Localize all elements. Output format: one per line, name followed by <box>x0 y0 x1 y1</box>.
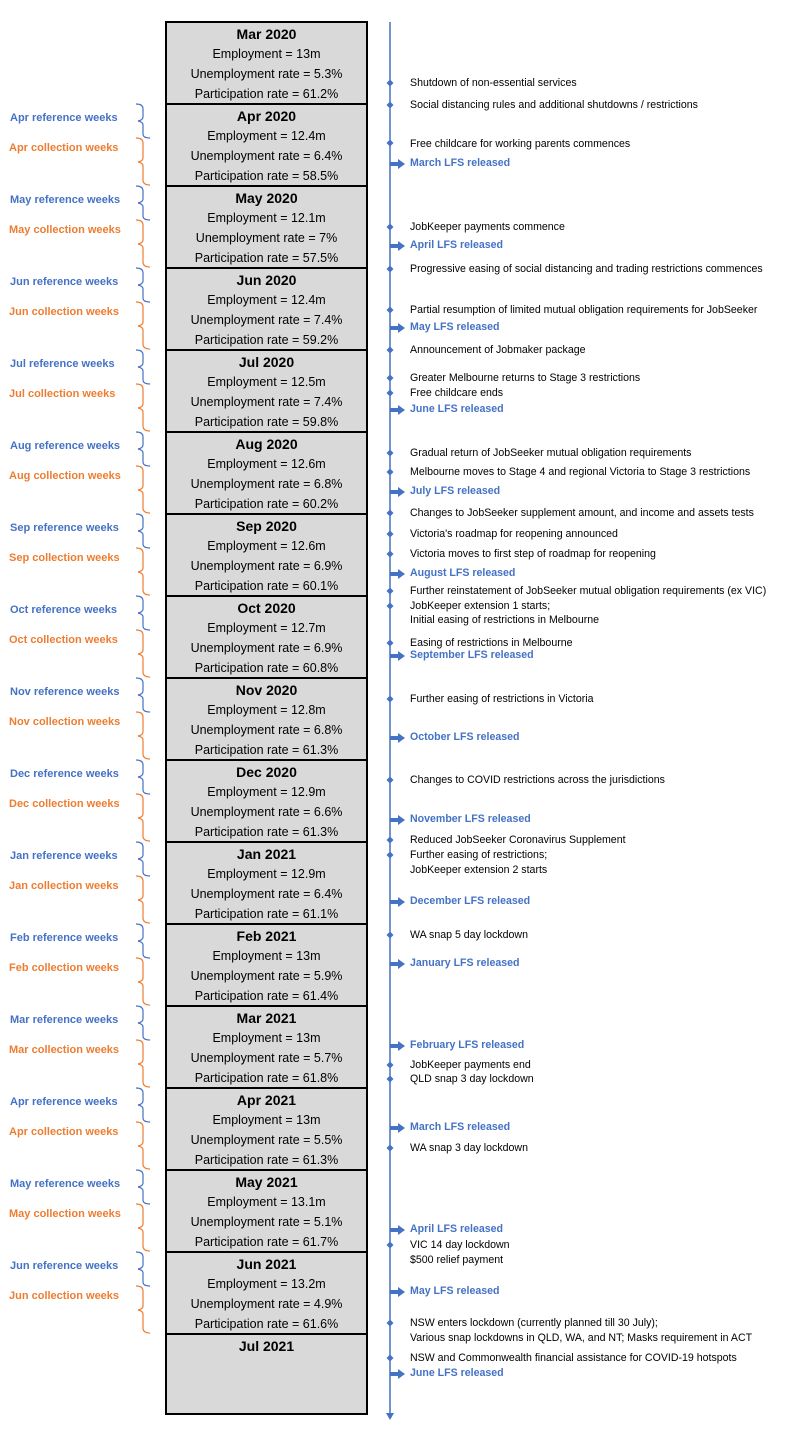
reference-weeks-label: Jun reference weeks <box>10 276 119 288</box>
event-marker <box>387 852 394 859</box>
event-label: JobKeeper extension 2 starts <box>410 864 548 876</box>
lfs-release-arrowhead <box>398 959 405 969</box>
month-box <box>165 349 368 431</box>
event-marker <box>387 588 394 595</box>
event-marker <box>387 80 394 87</box>
lfs-release-arrow <box>390 1290 399 1294</box>
participation-rate-value: Participation rate = 58.5% <box>194 169 339 183</box>
collection-weeks-label: Apr collection weeks <box>9 1126 119 1138</box>
event-label: Further easing of restrictions; <box>410 849 548 861</box>
reference-weeks-label: Apr reference weeks <box>10 1096 118 1108</box>
month-box <box>165 759 368 841</box>
reference-weeks-label: Sep reference weeks <box>10 522 119 534</box>
reference-weeks-label: Jul reference weeks <box>10 358 115 370</box>
employment-value: Employment = 13m <box>212 1031 321 1045</box>
lfs-release-arrow <box>390 326 399 330</box>
lfs-release-arrow <box>390 1372 399 1376</box>
event-label: Changes to JobSeeker supplement amount, and income and assets tests <box>410 507 754 519</box>
collection-bracket <box>136 466 150 513</box>
lfs-release-arrowhead <box>398 323 405 333</box>
event-label: Greater Melbourne returns to Stage 3 restrictions <box>410 372 641 384</box>
participation-rate-value: Participation rate = 57.5% <box>194 251 339 265</box>
collection-bracket <box>136 548 150 595</box>
event-label: WA snap 5 day lockdown <box>410 929 528 941</box>
unemployment-rate-value: Unemployment rate = 6.8% <box>190 723 343 737</box>
lfs-release-arrowhead <box>398 651 405 661</box>
event-label: Progressive easing of social distancing and trading restrictions commences <box>410 263 763 275</box>
reference-bracket <box>136 924 150 958</box>
event-marker <box>387 1076 394 1083</box>
participation-rate-value: Participation rate = 61.1% <box>194 907 339 921</box>
lfs-release-arrowhead <box>398 405 405 415</box>
collection-weeks-label: Dec collection weeks <box>9 798 120 810</box>
event-label: Gradual return of JobSeeker mutual obligation requirements <box>410 447 692 459</box>
collection-bracket <box>136 630 150 677</box>
collection-weeks-label: Aug collection weeks <box>9 470 121 482</box>
participation-rate-value: Participation rate = 61.4% <box>194 989 339 1003</box>
lfs-release-arrow <box>390 244 399 248</box>
month-title: Jul 2020 <box>238 354 295 370</box>
month-title: Aug 2020 <box>235 436 298 452</box>
lfs-release-arrowhead <box>398 1123 405 1133</box>
collection-weeks-label: Jun collection weeks <box>9 306 120 318</box>
unemployment-rate-value: Unemployment rate = 5.7% <box>190 1051 343 1065</box>
reference-weeks-label: May reference weeks <box>10 1178 121 1190</box>
unemployment-rate-value: Unemployment rate = 5.1% <box>190 1215 343 1229</box>
event-marker <box>387 140 394 147</box>
event-marker <box>387 224 394 231</box>
collection-bracket <box>136 1286 150 1333</box>
month-title: Jun 2020 <box>236 272 297 288</box>
lfs-release-label: February LFS released <box>410 1039 525 1051</box>
lfs-release-arrowhead <box>398 897 405 907</box>
collection-bracket <box>136 1204 150 1251</box>
month-box <box>165 1005 368 1087</box>
event-label: JobKeeper extension 1 starts; <box>410 600 551 612</box>
unemployment-rate-value: Unemployment rate = 6.4% <box>190 149 343 163</box>
month-box <box>165 103 368 185</box>
month-box <box>165 1169 368 1251</box>
month-box <box>165 1087 368 1169</box>
employment-value: Employment = 13m <box>212 949 321 963</box>
event-label: $500 relief payment <box>410 1254 504 1266</box>
employment-value: Employment = 12.4m <box>207 293 326 307</box>
collection-bracket <box>136 1122 150 1169</box>
unemployment-rate-value: Unemployment rate = 4.9% <box>190 1297 343 1311</box>
lfs-release-label: September LFS released <box>410 649 534 661</box>
collection-bracket <box>136 1040 150 1087</box>
collection-weeks-label: May collection weeks <box>9 1208 121 1220</box>
reference-bracket <box>136 1252 150 1286</box>
month-title: Apr 2020 <box>236 108 297 124</box>
lfs-release-label: May LFS released <box>410 1285 500 1297</box>
month-box <box>165 431 368 513</box>
lfs-release-label: October LFS released <box>410 731 520 743</box>
reference-bracket <box>136 350 150 384</box>
lfs-release-arrow <box>390 1228 399 1232</box>
lfs-release-arrow <box>390 408 399 412</box>
participation-rate-value: Participation rate = 61.6% <box>194 1317 339 1331</box>
event-marker <box>387 347 394 354</box>
month-box <box>165 185 368 267</box>
month-box <box>165 677 368 759</box>
month-title: Dec 2020 <box>236 764 297 780</box>
event-label: JobKeeper payments commence <box>410 221 565 233</box>
collection-bracket <box>136 302 150 349</box>
collection-bracket <box>136 794 150 841</box>
employment-value: Employment = 13.1m <box>207 1195 326 1209</box>
month-title: Jun 2021 <box>236 1256 297 1272</box>
lfs-release-arrowhead <box>398 487 405 497</box>
participation-rate-value: Participation rate = 61.3% <box>194 1153 339 1167</box>
lfs-release-label: April LFS released <box>410 239 504 251</box>
timeline-axis-arrow <box>386 1413 394 1420</box>
reference-bracket <box>136 1170 150 1204</box>
event-label: Announcement of Jobmaker package <box>410 344 586 356</box>
participation-rate-value: Participation rate = 61.3% <box>194 825 339 839</box>
reference-bracket <box>136 432 150 466</box>
lfs-release-label: March LFS released <box>410 157 511 169</box>
reference-bracket <box>136 760 150 794</box>
lfs-release-label: April LFS released <box>410 1223 504 1235</box>
event-label: NSW and Commonwealth financial assistance for COVID-19 hotspots <box>410 1352 737 1364</box>
employment-value: Employment = 13m <box>212 1113 321 1127</box>
month-title: May 2021 <box>235 1174 298 1190</box>
event-label: Victoria's roadmap for reopening announced <box>410 528 618 540</box>
collection-weeks-label: May collection weeks <box>9 224 121 236</box>
lfs-release-label: March LFS released <box>410 1121 511 1133</box>
employment-value: Employment = 12.1m <box>207 211 326 225</box>
event-label: Changes to COVID restrictions across the jurisdictions <box>410 774 665 786</box>
unemployment-rate-value: Unemployment rate = 5.9% <box>190 969 343 983</box>
event-marker <box>387 531 394 538</box>
lfs-release-label: July LFS released <box>410 485 501 497</box>
event-marker <box>387 603 394 610</box>
lfs-release-arrowhead <box>398 815 405 825</box>
lfs-release-arrow <box>390 818 399 822</box>
month-box <box>165 923 368 1005</box>
unemployment-rate-value: Unemployment rate = 7% <box>195 231 338 245</box>
event-marker <box>387 1145 394 1152</box>
event-marker <box>387 266 394 273</box>
reference-weeks-label: Aug reference weeks <box>10 440 121 452</box>
lfs-release-arrow <box>390 1044 399 1048</box>
employment-value: Employment = 12.8m <box>207 703 326 717</box>
event-marker <box>387 469 394 476</box>
reference-weeks-label: Jan reference weeks <box>10 850 118 862</box>
collection-bracket <box>136 712 150 759</box>
unemployment-rate-value: Unemployment rate = 7.4% <box>190 395 343 409</box>
month-title: Nov 2020 <box>235 682 298 698</box>
event-marker <box>387 1062 394 1069</box>
event-label: WA snap 3 day lockdown <box>410 1142 528 1154</box>
reference-weeks-label: Nov reference weeks <box>10 686 120 698</box>
reference-bracket <box>136 1088 150 1122</box>
event-marker <box>387 837 394 844</box>
month-title: Jul 2021 <box>238 1338 295 1354</box>
lfs-release-arrowhead <box>398 1041 405 1051</box>
event-marker <box>387 1320 394 1327</box>
event-label: NSW enters lockdown (currently planned till 30 July); <box>410 1317 658 1329</box>
participation-rate-value: Participation rate = 59.2% <box>194 333 339 347</box>
event-label: Reduced JobSeeker Coronavirus Supplement <box>410 834 626 846</box>
month-title: Jan 2021 <box>236 846 297 862</box>
collection-bracket <box>136 384 150 431</box>
event-label: Free childcare for working parents commences <box>410 138 631 150</box>
reference-weeks-label: Dec reference weeks <box>10 768 119 780</box>
event-marker <box>387 375 394 382</box>
month-box <box>165 267 368 349</box>
reference-weeks-label: Apr reference weeks <box>10 112 118 124</box>
employment-value: Employment = 12.5m <box>207 375 326 389</box>
reference-bracket <box>136 596 150 630</box>
event-label: Free childcare ends <box>410 387 504 399</box>
participation-rate-value: Participation rate = 61.3% <box>194 743 339 757</box>
reference-bracket <box>136 268 150 302</box>
reference-bracket <box>136 104 150 138</box>
event-marker <box>387 102 394 109</box>
month-title: Feb 2021 <box>236 928 297 944</box>
lfs-release-arrow <box>390 962 399 966</box>
event-label: Partial resumption of limited mutual obligation requirements for JobSeeker <box>410 304 758 316</box>
unemployment-rate-value: Unemployment rate = 5.3% <box>190 67 343 81</box>
lfs-release-label: June LFS released <box>410 1367 504 1379</box>
month-box <box>165 595 368 677</box>
month-title: Sep 2020 <box>236 518 297 534</box>
unemployment-rate-value: Unemployment rate = 5.5% <box>190 1133 343 1147</box>
event-label: Victoria moves to first step of roadmap for reopening <box>410 548 656 560</box>
lfs-release-arrow <box>390 572 399 576</box>
reference-weeks-label: May reference weeks <box>10 194 121 206</box>
event-marker <box>387 307 394 314</box>
lfs-release-arrowhead <box>398 733 405 743</box>
event-label: Further reinstatement of JobSeeker mutual obligation requirements (ex VIC) <box>410 585 767 597</box>
month-title: Apr 2021 <box>236 1092 297 1108</box>
employment-value: Employment = 12.6m <box>207 539 326 553</box>
employment-value: Employment = 12.9m <box>207 867 326 881</box>
lfs-release-label: December LFS released <box>410 895 531 907</box>
lfs-release-arrow <box>390 490 399 494</box>
lfs-release-arrowhead <box>398 1225 405 1235</box>
month-title: May 2020 <box>235 190 298 206</box>
event-marker <box>387 1355 394 1362</box>
month-box <box>165 21 368 103</box>
event-marker <box>387 932 394 939</box>
participation-rate-value: Participation rate = 61.2% <box>194 87 339 101</box>
collection-weeks-label: Oct collection weeks <box>9 634 118 646</box>
participation-rate-value: Participation rate = 61.7% <box>194 1235 339 1249</box>
reference-weeks-label: Mar reference weeks <box>10 1014 119 1026</box>
event-marker <box>387 450 394 457</box>
unemployment-rate-value: Unemployment rate = 6.4% <box>190 887 343 901</box>
reference-bracket <box>136 842 150 876</box>
employment-value: Employment = 13.2m <box>207 1277 326 1291</box>
collection-weeks-label: Apr collection weeks <box>9 142 119 154</box>
participation-rate-value: Participation rate = 61.8% <box>194 1071 339 1085</box>
collection-weeks-label: Jul collection weeks <box>9 388 116 400</box>
event-label: JobKeeper payments end <box>410 1059 531 1071</box>
collection-weeks-label: Jun collection weeks <box>9 1290 120 1302</box>
reference-bracket <box>136 678 150 712</box>
lfs-release-label: August LFS released <box>410 567 516 579</box>
employment-value: Employment = 12.4m <box>207 129 326 143</box>
event-label: QLD snap 3 day lockdown <box>410 1073 534 1085</box>
event-marker <box>387 390 394 397</box>
lfs-release-arrow <box>390 162 399 166</box>
reference-weeks-label: Feb reference weeks <box>10 932 119 944</box>
employment-value: Employment = 12.7m <box>207 621 326 635</box>
lfs-release-label: January LFS released <box>410 957 520 969</box>
event-label: Further easing of restrictions in Victoria <box>410 693 594 705</box>
employment-value: Employment = 13m <box>212 47 321 61</box>
participation-rate-value: Participation rate = 59.8% <box>194 415 339 429</box>
event-marker <box>387 777 394 784</box>
lfs-release-label: June LFS released <box>410 403 504 415</box>
event-label: VIC 14 day lockdown <box>410 1239 510 1251</box>
collection-bracket <box>136 876 150 923</box>
reference-bracket <box>136 514 150 548</box>
collection-bracket <box>136 958 150 1005</box>
reference-weeks-label: Jun reference weeks <box>10 1260 119 1272</box>
event-label: Easing of restrictions in Melbourne <box>410 637 573 649</box>
month-title: Oct 2020 <box>237 600 296 616</box>
participation-rate-value: Participation rate = 60.8% <box>194 661 339 675</box>
event-marker <box>387 696 394 703</box>
collection-weeks-label: Jan collection weeks <box>9 880 119 892</box>
lfs-release-arrowhead <box>398 1369 405 1379</box>
event-marker <box>387 1242 394 1249</box>
lfs-release-arrowhead <box>398 1287 405 1297</box>
collection-weeks-label: Nov collection weeks <box>9 716 121 728</box>
unemployment-rate-value: Unemployment rate = 6.9% <box>190 641 343 655</box>
lfs-release-arrowhead <box>398 569 405 579</box>
event-label: Shutdown of non-essential services <box>410 77 577 89</box>
month-box <box>165 1251 368 1333</box>
lfs-release-arrow <box>390 654 399 658</box>
participation-rate-value: Participation rate = 60.2% <box>194 497 339 511</box>
month-box <box>165 841 368 923</box>
lfs-release-arrow <box>390 1126 399 1130</box>
collection-weeks-label: Mar collection weeks <box>9 1044 120 1056</box>
lfs-release-label: November LFS released <box>410 813 531 825</box>
event-label: Melbourne moves to Stage 4 and regional Victoria to Stage 3 restrictions <box>410 466 751 478</box>
lfs-release-label: May LFS released <box>410 321 500 333</box>
collection-weeks-label: Feb collection weeks <box>9 962 120 974</box>
reference-bracket <box>136 1006 150 1040</box>
unemployment-rate-value: Unemployment rate = 6.9% <box>190 559 343 573</box>
event-label: Various snap lockdowns in QLD, WA, and NT; Masks requirement in ACT <box>410 1332 753 1344</box>
month-title: Mar 2020 <box>236 26 297 42</box>
unemployment-rate-value: Unemployment rate = 6.8% <box>190 477 343 491</box>
event-label: Initial easing of restrictions in Melbourne <box>410 614 600 626</box>
lfs-release-arrow <box>390 736 399 740</box>
unemployment-rate-value: Unemployment rate = 6.6% <box>190 805 343 819</box>
collection-bracket <box>136 220 150 267</box>
participation-rate-value: Participation rate = 60.1% <box>194 579 339 593</box>
event-label: Social distancing rules and additional shutdowns / restrictions <box>410 99 698 111</box>
month-title: Mar 2021 <box>236 1010 297 1026</box>
reference-bracket <box>136 186 150 220</box>
event-marker <box>387 640 394 647</box>
collection-weeks-label: Sep collection weeks <box>9 552 120 564</box>
collection-bracket <box>136 138 150 185</box>
employment-value: Employment = 12.6m <box>207 457 326 471</box>
event-marker <box>387 510 394 517</box>
lfs-release-arrow <box>390 900 399 904</box>
employment-value: Employment = 12.9m <box>207 785 326 799</box>
lfs-release-arrowhead <box>398 241 405 251</box>
reference-weeks-label: Oct reference weeks <box>10 604 118 616</box>
lfs-release-arrowhead <box>398 159 405 169</box>
event-marker <box>387 551 394 558</box>
unemployment-rate-value: Unemployment rate = 7.4% <box>190 313 343 327</box>
month-box <box>165 1333 368 1415</box>
month-box <box>165 513 368 595</box>
